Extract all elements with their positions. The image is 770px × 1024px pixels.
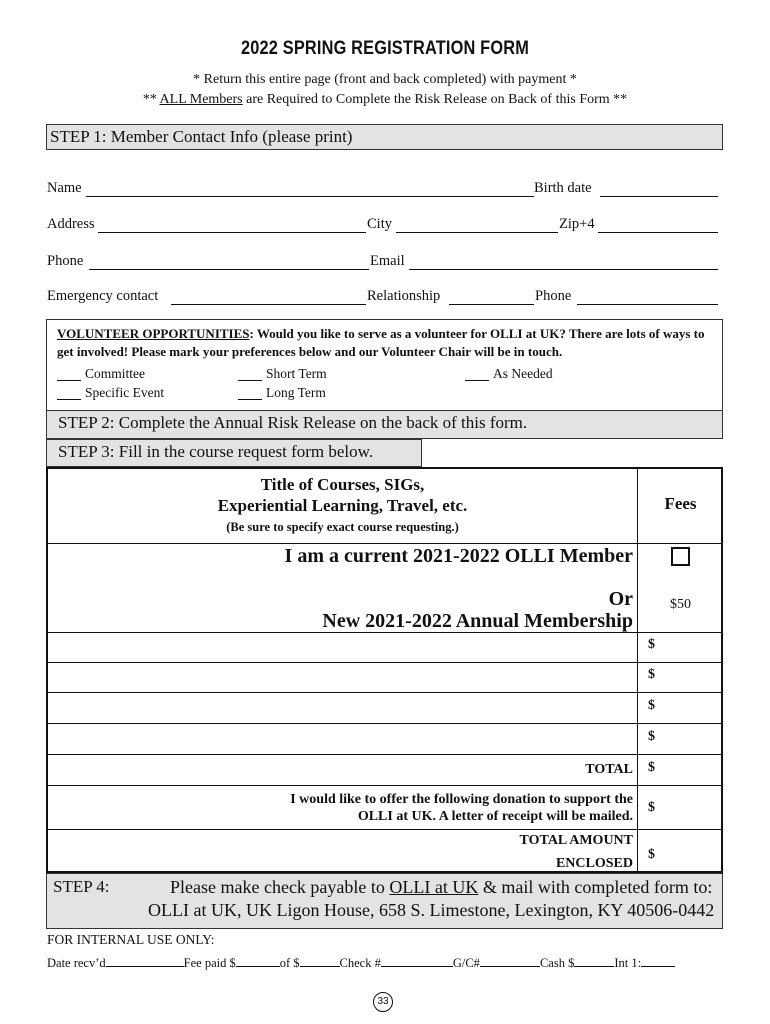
emergency-phone-label: Phone — [535, 288, 572, 304]
email-field[interactable] — [409, 269, 718, 270]
address-field[interactable] — [98, 232, 366, 233]
course-input-row[interactable] — [48, 663, 636, 691]
dollar-sign: $ — [648, 637, 655, 652]
short-term-check[interactable] — [238, 380, 262, 381]
total-label: TOTAL — [585, 762, 633, 777]
donation-dollar: $ — [648, 800, 655, 815]
city-field[interactable] — [396, 232, 558, 233]
membership-fee: $50 — [670, 597, 691, 612]
name-field[interactable] — [86, 196, 534, 197]
committee-check[interactable] — [57, 380, 81, 381]
course-input-row[interactable] — [48, 724, 636, 753]
fees-column-divider — [637, 467, 638, 873]
fees-column-header: Fees — [664, 494, 697, 513]
birth-date-label: Birth date — [534, 180, 592, 196]
email-label: Email — [370, 253, 405, 269]
volunteer-heading: VOLUNTEER OPPORTUNITIES — [57, 326, 250, 341]
birth-date-field[interactable] — [600, 196, 718, 197]
zip-label: Zip+4 — [559, 216, 595, 232]
as-needed-label: As Needed — [493, 366, 553, 381]
step2-header: STEP 2: Complete the Annual Risk Release on the back of this form. — [46, 410, 723, 439]
table-divider — [46, 829, 723, 830]
course-input-row[interactable] — [48, 693, 636, 722]
address-label: Address — [47, 216, 95, 232]
risk-release-notice: ** ALL Members are Required to Complete the Risk Release on Back of this Form ** — [142, 92, 628, 107]
dollar-sign: $ — [648, 667, 655, 682]
emergency-phone-field[interactable] — [577, 304, 718, 305]
step4-instruction: Please make check payable to OLLI at UK & mail with completed form to: — [170, 877, 713, 897]
table-divider — [46, 754, 723, 755]
emergency-contact-field[interactable] — [171, 304, 366, 305]
current-member-label: I am a current 2021-2022 OLLI Member — [284, 545, 633, 567]
short-term-label: Short Term — [266, 366, 327, 381]
relationship-label: Relationship — [367, 288, 441, 304]
total-dollar: $ — [648, 760, 655, 775]
course-header-note: (Be sure to specify exact course requesting.) — [226, 520, 459, 534]
zip-field[interactable] — [598, 232, 718, 233]
dollar-sign: $ — [648, 729, 655, 744]
specific-event-label: Specific Event — [85, 385, 165, 400]
phone-label: Phone — [47, 253, 84, 269]
mailing-address: OLLI at UK, UK Ligon House, 658 S. Limestone, Lexington, KY 40506-0442 — [148, 900, 715, 920]
specific-event-check[interactable] — [57, 399, 81, 400]
committee-label: Committee — [85, 366, 145, 381]
enclosed-label: ENCLOSED — [555, 856, 633, 871]
dollar-sign: $ — [648, 698, 655, 713]
emergency-contact-label: Emergency contact — [47, 288, 159, 304]
volunteer-description: VOLUNTEER OPPORTUNITIES: Would you like to serve as a volunteer for OLLI at UK? There are lots of ways to get involved! Please mark your preferences below and our Volunteer Chair will be in touch. — [57, 326, 705, 359]
internal-use-fields: Date recv’d Fee paid $ of $ Check # G/C# Cash $ Int 1: — [47, 956, 675, 971]
table-divider — [46, 785, 723, 786]
payee-name: OLLI at UK — [389, 877, 479, 897]
courses-column-header: Title of Courses, SIGs, Experiential Learning, Travel, etc. — [217, 475, 468, 515]
long-term-label: Long Term — [266, 385, 326, 400]
long-term-check[interactable] — [238, 399, 262, 400]
phone-field[interactable] — [89, 269, 369, 270]
table-divider — [46, 543, 723, 544]
current-member-checkbox[interactable] — [671, 547, 690, 566]
step3-header: STEP 3: Fill in the course request form below. — [46, 439, 422, 467]
all-members-text: ALL Members — [159, 92, 243, 107]
total-amount-label: TOTAL AMOUNT — [519, 833, 633, 848]
form-title: 2022 SPRING REGISTRATION FORM — [241, 38, 529, 59]
name-label: Name — [47, 180, 82, 196]
total-enclosed-dollar: $ — [648, 847, 655, 862]
city-label: City — [367, 216, 392, 232]
internal-use-label: FOR INTERNAL USE ONLY: — [47, 932, 215, 947]
as-needed-check[interactable] — [465, 380, 489, 381]
donation-label: I would like to offer the following donation to support the OLLI at UK. A letter of receipt will be mailed. — [290, 792, 633, 824]
course-input-row[interactable] — [48, 633, 636, 661]
page-number: 33 — [373, 992, 393, 1012]
step1-header: STEP 1: Member Contact Info (please print) — [46, 124, 723, 150]
return-instruction: * Return this entire page (front and back completed) with payment * — [193, 72, 577, 87]
step4-label: STEP 4: — [53, 877, 110, 896]
new-membership-label: New 2021-2022 Annual Membership — [322, 610, 633, 632]
or-label: Or — [608, 588, 633, 610]
relationship-field[interactable] — [449, 304, 534, 305]
